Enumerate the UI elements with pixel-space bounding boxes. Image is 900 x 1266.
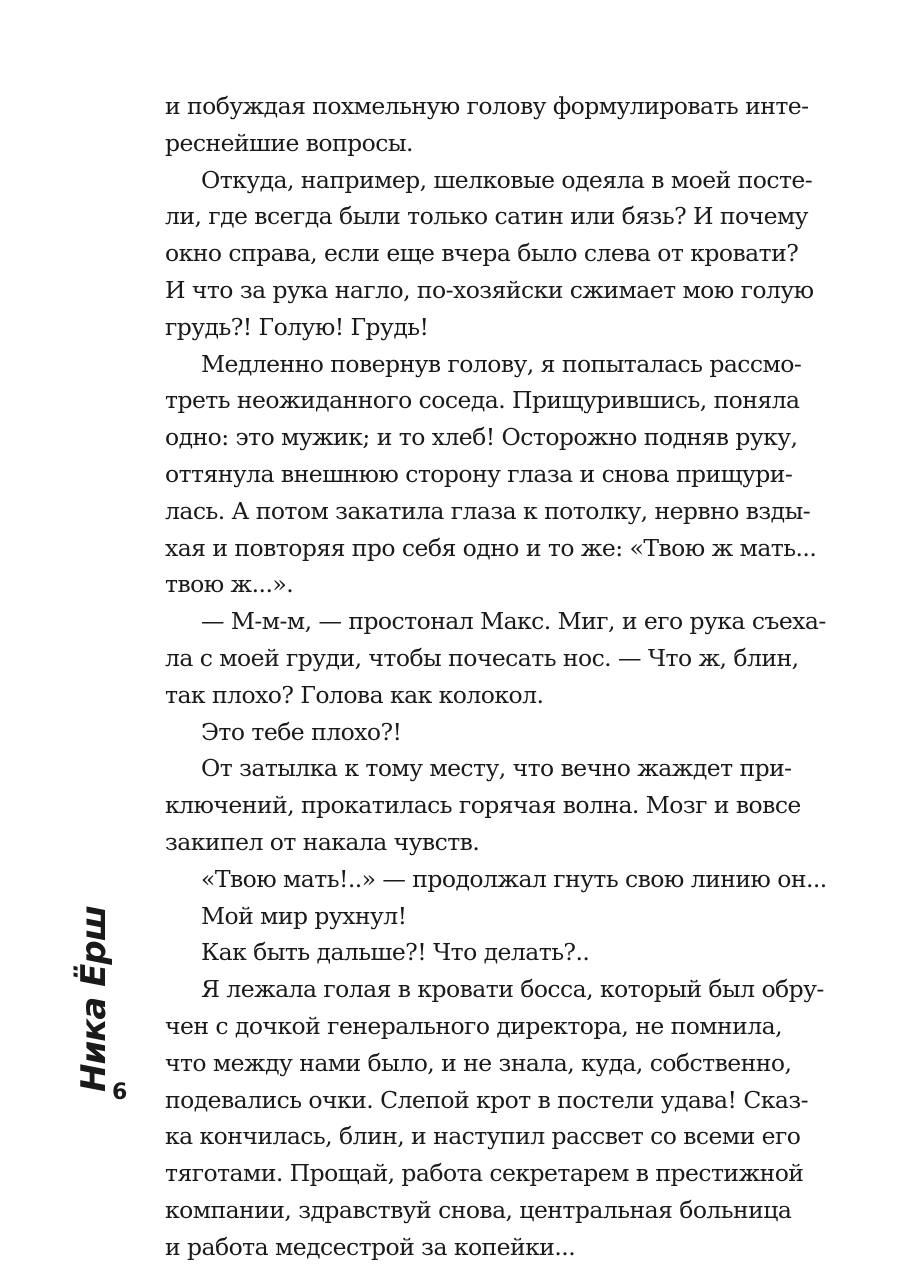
text-line: грудь?! Голую! Грудь! (165, 312, 429, 341)
author-name: Ника Ёрш (74, 906, 114, 1092)
text-line: и побуждая похмельную голову формулировать инте- (165, 92, 809, 120)
text-line: хая и повторяя про себя одно и то же: «Твою ж мать... (165, 533, 817, 562)
text-line: окно справа, если еще вчера было слева от кровати? (165, 239, 799, 268)
text-line: лась. А потом закатила глаза к потолку, нервно взды- (165, 496, 811, 525)
text-line: треть неожиданного соседа. Прищурившись, поняла (165, 386, 800, 415)
text-line: «Твою мать!..» — продолжал гнуть свою линию он... (201, 864, 827, 893)
text-line: ка кончилась, блин, и наступил рассвет со всеми его (165, 1122, 801, 1151)
text-line: ли, где всегда были только сатин или бязь? И почему (165, 202, 808, 231)
text-line: Откуда, например, шелковые одеяла в моей посте- (201, 165, 813, 194)
text-line: что между нами было, и не знала, куда, собственно, (165, 1048, 792, 1077)
text-line: ключений, прокатилась горячая волна. Мозг и вовсе (165, 791, 801, 820)
text-line: ла с моей груди, чтобы почесать нос. — Что ж, блин, (165, 643, 799, 672)
text-line: так плохо? Голова как колокол. (165, 680, 544, 709)
text-line: Я лежала голая в кровати босса, который был обру- (201, 975, 824, 1004)
text-line: Это тебе плохо?! (201, 717, 402, 746)
text-line: закипел от накала чувств. (165, 827, 480, 856)
text-line: чен с дочкой генерального директора, не помнила, (165, 1011, 783, 1040)
text-line: компании, здравствуй снова, центральная больница (165, 1195, 792, 1224)
text-line: реснейшие вопросы. (165, 128, 413, 157)
page-number: 6 (112, 1080, 128, 1105)
text-line: и работа медсестрой за копейки... (165, 1232, 576, 1261)
text-line: От затылка к тому месту, что вечно жаждет при- (201, 754, 792, 783)
text-line: оттянула внешнюю сторону глаза и снова прищури- (165, 459, 793, 488)
text-line: твою ж...». (165, 570, 294, 599)
body-text (165, 88, 827, 1266)
text-line: подевались очки. Слепой крот в постели удава! Сказ- (165, 1085, 809, 1114)
text-line: — М-м-м, — простонал Макс. Миг, и его рука съеха- (201, 607, 826, 636)
text-line: И что за рука нагло, по-хозяйски сжимает мою голую (165, 275, 814, 304)
text-line: тяготами. Прощай, работа секретарем в престижной (165, 1159, 804, 1188)
text-line: Как быть дальше?! Что делать?.. (201, 938, 590, 967)
text-line: Мой мир рухнул! (201, 901, 407, 930)
text-line: одно: это мужик; и то хлеб! Осторожно подняв руку, (165, 423, 798, 452)
text-line: Медленно повернув голову, я попыталась рассмо- (201, 349, 802, 378)
